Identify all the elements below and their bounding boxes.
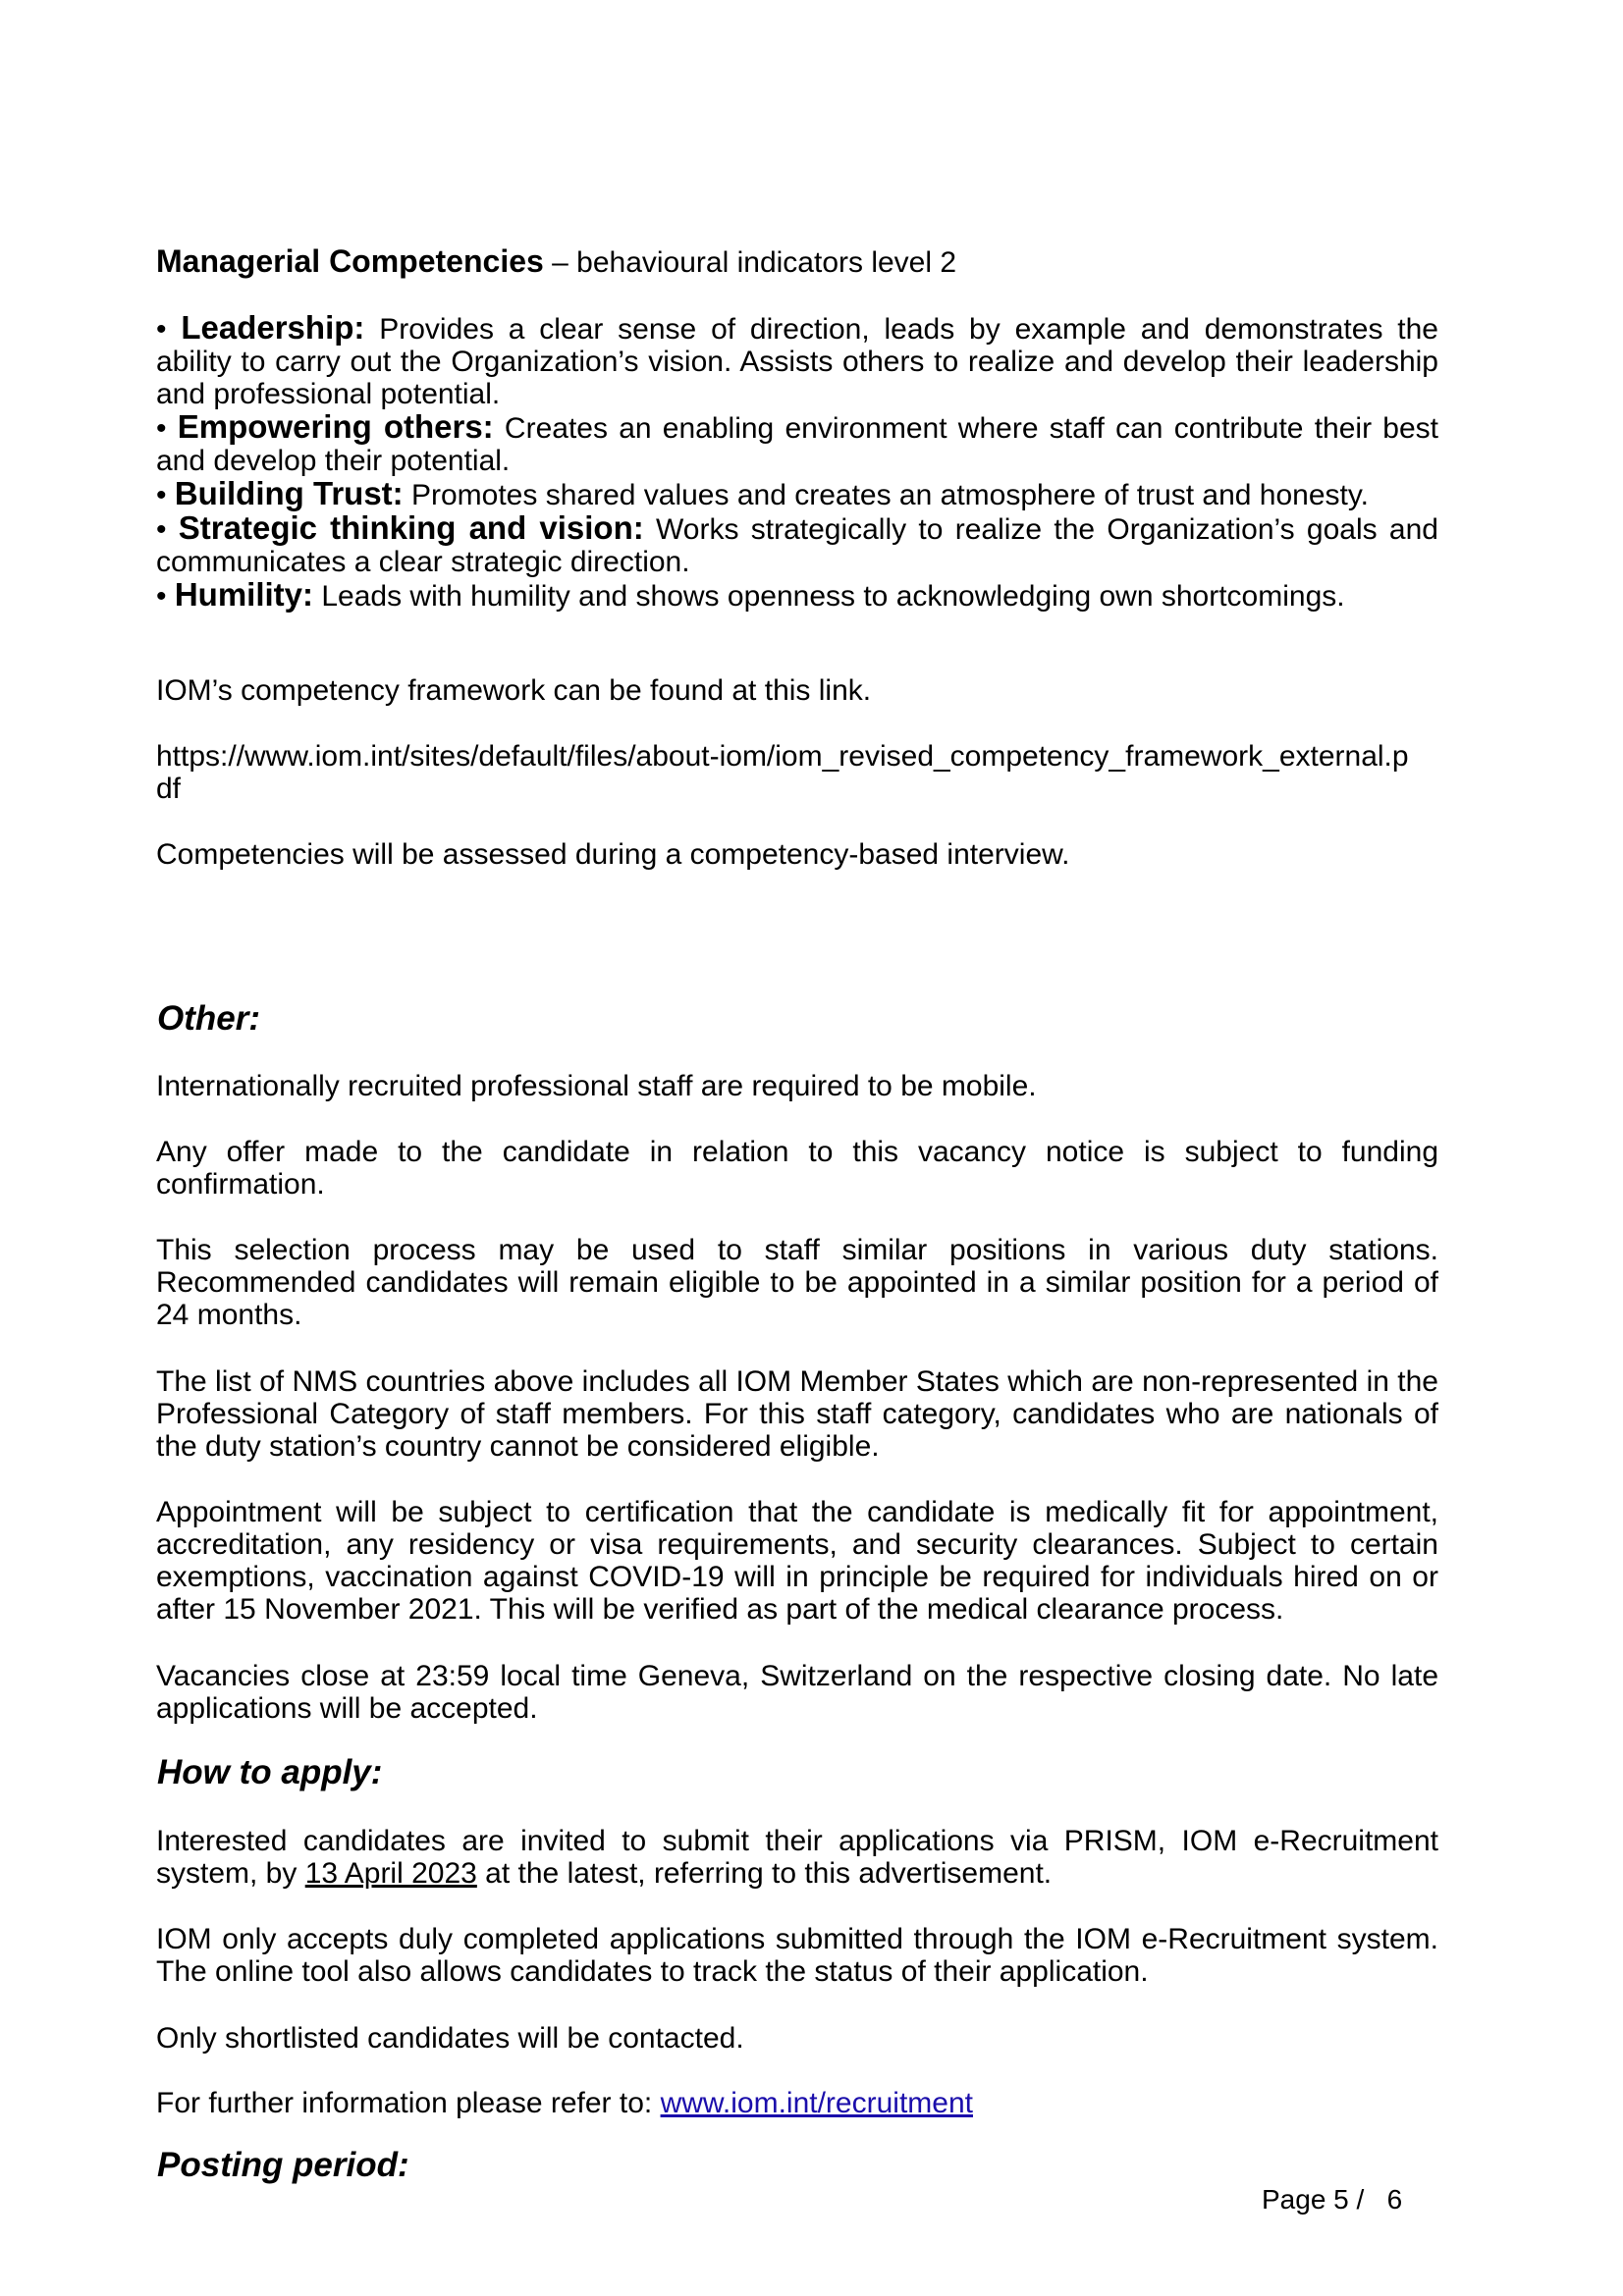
list-item: • Leadership: Provides a clear sense of direction, leads by example and demonstrates the ability to carry out the Organization’s vision. Assists others to realize and develop their leadership and professional potential. bbox=[156, 309, 1438, 410]
how-to-apply-heading: How to apply: bbox=[157, 1753, 383, 1791]
list-item: • Strategic thinking and vision: Works strategically to realize the Organization’s goals and communicates a clear strategic direction. bbox=[156, 509, 1438, 578]
managerial-title: Managerial Competencies bbox=[156, 243, 544, 279]
recruitment-link[interactable]: www.iom.int/recruitment bbox=[660, 2087, 973, 2119]
page-number: Page 5 / 6 bbox=[1262, 2184, 1403, 2215]
other-heading: Other: bbox=[157, 999, 260, 1038]
bullet-text: Promotes shared values and creates an atmosphere of trust and honesty. bbox=[403, 479, 1369, 511]
other-paragraph: Internationally recruited professional staff are required to be mobile. bbox=[156, 1070, 1037, 1102]
apply-text: For further information please refer to: bbox=[156, 2087, 661, 2119]
framework-url-line: https://www.iom.int/sites/default/files/about-iom/iom_revised_competency_framework_external.p bbox=[156, 740, 1409, 773]
bullet-text: Provides a clear sense of direction, leads by example and demonstrates the ability to carry out the Organization’s vision. Assists others to realize and develop their leadership and professional potential. bbox=[156, 313, 1438, 410]
other-paragraph: Vacancies close at 23:59 local time Geneva, Switzerland on the respective closing date. No late applications will be accepted. bbox=[156, 1660, 1438, 1725]
other-paragraph: Any offer made to the candidate in relation to this vacancy notice is subject to funding confirmation. bbox=[156, 1136, 1438, 1201]
framework-intro: IOM’s competency framework can be found at this link. bbox=[156, 674, 872, 707]
bullet-text: Leads with humility and shows openness to acknowledging own shortcomings. bbox=[313, 580, 1345, 613]
bullet-term: Humility: bbox=[174, 576, 314, 613]
closing-date: 13 April 2023 bbox=[304, 1857, 477, 1890]
other-paragraph: The list of NMS countries above includes all IOM Member States which are non-represented in the Professional Category of staff members. For this staff category, candidates who are nationals of the duty station’s country cannot be considered eligible. bbox=[156, 1365, 1438, 1463]
managerial-heading bbox=[156, 245, 1438, 279]
assessment-text: Competencies will be assessed during a competency-based interview. bbox=[156, 838, 1070, 871]
list-item: • Building Trust: Promotes shared values and creates an atmosphere of trust and honesty. bbox=[156, 475, 1369, 511]
posting-period-heading: Posting period: bbox=[157, 2146, 409, 2184]
other-paragraph: Appointment will be subject to certification that the candidate is medically fit for appointment, accreditation, any residency or visa requirements, and security clearances. Subject to certain exemptions, vaccination against COVID-19 will in principle be required for individuals hired on or after 15 November 2021. This will be verified as part of the medical clearance process. bbox=[156, 1496, 1438, 1626]
apply-text: at the latest, referring to this advertisement. bbox=[476, 1857, 1053, 1890]
framework-url[interactable] bbox=[156, 740, 1438, 805]
apply-text: Interested candidates are invited to submit their applications via PRISM, IOM e-Recruitment system, by bbox=[156, 1825, 1438, 1890]
bullet-term: Strategic thinking and vision: bbox=[178, 509, 644, 546]
apply-paragraph bbox=[156, 2087, 1438, 2119]
bullet-text: Creates an enabling environment where staff can contribute their best and develop their potential. bbox=[156, 412, 1439, 477]
framework-url-line: df bbox=[156, 773, 182, 805]
list-item: • Humility: Leads with humility and shows openness to acknowledging own shortcomings. bbox=[156, 576, 1345, 613]
managerial-list bbox=[156, 311, 1438, 613]
bullet-term: Building Trust: bbox=[174, 475, 404, 511]
bullet-text: Works strategically to realize the Organization’s goals and communicates a clear strategic direction. bbox=[156, 513, 1438, 578]
apply-paragraph: IOM only accepts duly completed applications submitted through the IOM e-Recruitment system. The online tool also allows candidates to track the status of their application. bbox=[156, 1923, 1438, 1988]
list-item: • Empowering others: Creates an enabling environment where staff can contribute their best and develop their potential. bbox=[156, 408, 1439, 477]
bullet-term: Leadership: bbox=[181, 309, 365, 346]
other-paragraph: This selection process may be used to staff similar positions in various duty stations. Recommended candidates will remain eligible to be appointed in a similar position for a period of 24 months. bbox=[156, 1234, 1438, 1331]
apply-paragraph bbox=[156, 1825, 1438, 1890]
bullet-term: Empowering others: bbox=[177, 408, 494, 445]
apply-paragraph: Only shortlisted candidates will be contacted. bbox=[156, 2022, 744, 2055]
managerial-subtitle: – behavioural indicators level 2 bbox=[543, 246, 957, 279]
